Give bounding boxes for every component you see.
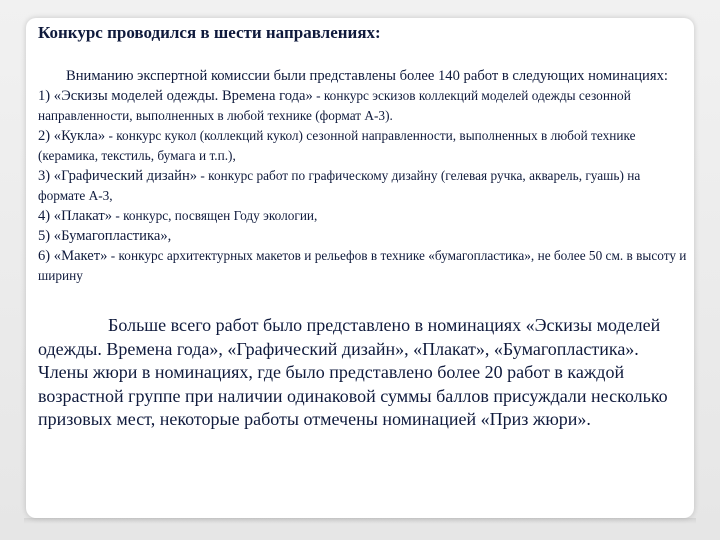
nomination-desc: - конкурс эскизов коллекций моделей одежды сезонной направленности, выполненных в любой технике (формат А-3). [38,88,631,123]
slide-content [38,22,688,432]
card-shadow [24,518,696,524]
nomination-desc: - конкурс кукол (коллекций кукол) сезонной направленности, выполненных в любой технике (керамика, текстиль, бумага и т.п.), [38,128,636,163]
nomination-item-5 [38,226,688,246]
intro-paragraph: Вниманию экспертной комиссии были представлены более 140 работ в следующих номинациях: [66,68,668,84]
nomination-head: 2) «Кукла» [38,128,106,144]
slide-title: Конкурс проводился в шести направлениях: [38,23,381,42]
nomination-desc: - конкурс архитектурных макетов и рельефов в технике «бумагопластика», не более 50 см. в высоту и ширину [38,248,687,283]
nomination-head: 1) «Эскизы моделей одежды. Времена года» [38,88,313,104]
nomination-desc: - конкурс, посвящен Году экологии, [112,208,318,223]
nomination-head: 3) «Графический дизайн» [38,168,198,184]
nomination-desc: - конкурс работ по графическому дизайну (гелевая ручка, акварель, гуашь) на формате А-3, [38,168,641,203]
nomination-item-6 [38,246,688,286]
nomination-head: 4) «Плакат» [38,208,113,224]
nomination-item-1 [38,86,688,126]
nomination-list [38,86,688,286]
nomination-item-3 [38,166,688,206]
conclusion-paragraph-1: Больше всего работ было представлено в номинациях «Эскизы моделей одежды. Времена года», «Графический дизайн», «Плакат», «Бумагопластика». [38,315,661,359]
nomination-head: 6) «Макет» [38,248,108,264]
nomination-item-2 [38,126,688,166]
conclusion-paragraph-2: Члены жюри в номинациях, где было представлено более 20 работ в каждой возрастной группе при наличии одинаковой суммы баллов присуждали несколько призовых мест, некоторые работы отмечены номинацией «Приз жюри». [38,362,668,429]
nomination-item-4 [38,206,688,226]
nomination-head: 5) «Бумагопластика», [38,228,172,244]
